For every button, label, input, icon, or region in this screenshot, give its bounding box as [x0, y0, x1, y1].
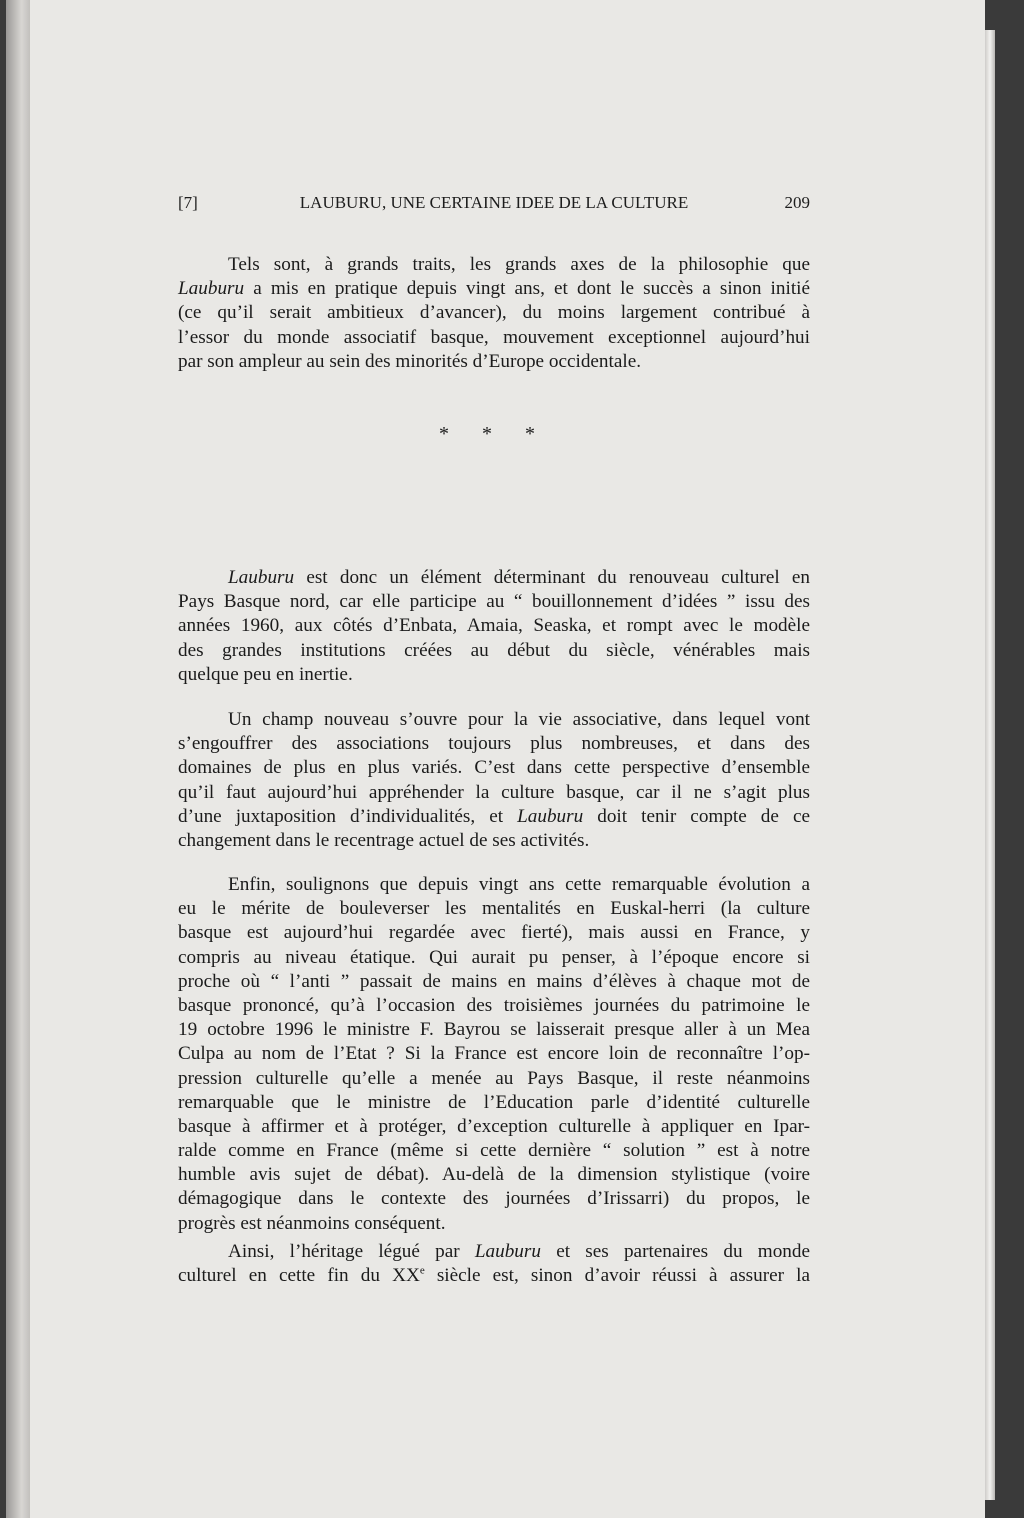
text-line: Lauburu est donc un élément déterminant du renouveau culturel en — [228, 567, 810, 588]
text-line: Ainsi, l’héritage légué par Lauburu et ses partenaires du monde — [228, 1241, 810, 1262]
text-line: humble avis sujet de débat). Au-delà de la dimension stylistique (voire — [178, 1164, 810, 1186]
text-line: domaines de plus en plus variés. C’est dans cette perspective d’ensemble — [178, 757, 810, 779]
text-line: changement dans le recentrage actuel de ses activités. — [178, 829, 590, 851]
paragraph-3 — [178, 708, 810, 853]
section-separator: * * * — [439, 423, 549, 445]
text-line: 19 octobre 1996 le ministre F. Bayrou se laisserait presque aller à un Mea — [178, 1019, 810, 1041]
text-line: Tels sont, à grands traits, les grands axes de la philosophie que — [228, 254, 810, 275]
text-line: d’une juxtaposition d’individualités, et Lauburu doit tenir compte de ce — [178, 805, 810, 827]
text-line: eu le mérite de bouleverser les mentalités en Euskal-herri (la culture — [178, 898, 810, 920]
text-line: s’engouffrer des associations toujours plus nombreuses, et dans des — [178, 733, 810, 755]
paragraph-4 — [178, 873, 810, 1236]
text-line: des grandes institutions créées au début du siècle, vénérables mais — [178, 639, 810, 661]
text-line: quelque peu en inertie. — [178, 663, 353, 685]
text-line: démagogique dans le contexte des journées d’Irissarri) du propos, le — [178, 1188, 810, 1210]
text-line: Culpa au nom de l’Etat ? Si la France est encore loin de reconnaître l’op- — [178, 1043, 810, 1065]
text-line: basque à affirmer et à protéger, d’exception culturelle à appliquer en Ipar- — [178, 1115, 810, 1137]
section-number: [7] — [178, 193, 198, 212]
running-title: LAUBURU, UNE CERTAINE IDEE DE LA CULTURE — [299, 193, 689, 212]
running-header — [178, 193, 810, 217]
text-line: par son ampleur au sein des minorités d’Europe occidentale. — [178, 350, 642, 372]
text-line: années 1960, aux côtés d’Enbata, Amaia, Seaska, et rompt avec le modèle — [178, 615, 810, 637]
text-line: Enfin, soulignons que depuis vingt ans cette remarquable évolution a — [228, 874, 810, 895]
text-line: qu’il faut aujourd’hui appréhender la culture basque, car il ne s’agit plus — [178, 781, 810, 803]
page-number: 209 — [784, 193, 810, 212]
text-line: (ce qu’il serait ambitieux d’avancer), du moins largement contribué à — [178, 302, 810, 324]
facing-page-edge — [6, 0, 32, 1518]
text-line: l’essor du monde associatif basque, mouvement exceptionnel aujourd’hui — [178, 326, 810, 348]
text-line: basque est aujourd’hui regardée avec fierté), mais aussi en France, y — [178, 922, 810, 944]
text-line: basque prononcé, qu’à l’occasion des troisièmes journées du patrimoine le — [178, 994, 810, 1016]
text-line: Pays Basque nord, car elle participe au “ bouillonnement d’idées ” issu des — [178, 591, 810, 613]
paragraph-2 — [178, 566, 810, 687]
text-line: remarquable que le ministre de l’Education parle d’identité culturelle — [178, 1091, 810, 1113]
text-line: progrès est néanmoins conséquent. — [178, 1212, 446, 1234]
text-line: ralde comme en France (même si cette dernière “ solution ” est à notre — [178, 1140, 810, 1162]
page-stack-edge — [985, 30, 995, 1500]
paragraph-1 — [178, 253, 810, 374]
text-line: proche où “ l’anti ” passait de mains en mains d’élèves à chaque mot de — [178, 970, 810, 992]
text-line: culturel en cette fin du XXe siècle est, sinon d’avoir réussi à assurer la — [178, 1264, 811, 1287]
text-line: Un champ nouveau s’ouvre pour la vie associative, dans lequel vont — [228, 709, 810, 730]
text-line: pression culturelle qu’elle a menée au Pays Basque, il reste néanmoins — [178, 1067, 810, 1089]
text-line: compris au niveau étatique. Qui aurait pu penser, à l’époque encore si — [178, 946, 810, 968]
paragraph-5 — [178, 1240, 810, 1288]
text-line: Lauburu a mis en pratique depuis vingt ans, et dont le succès a sinon initié — [178, 278, 810, 300]
